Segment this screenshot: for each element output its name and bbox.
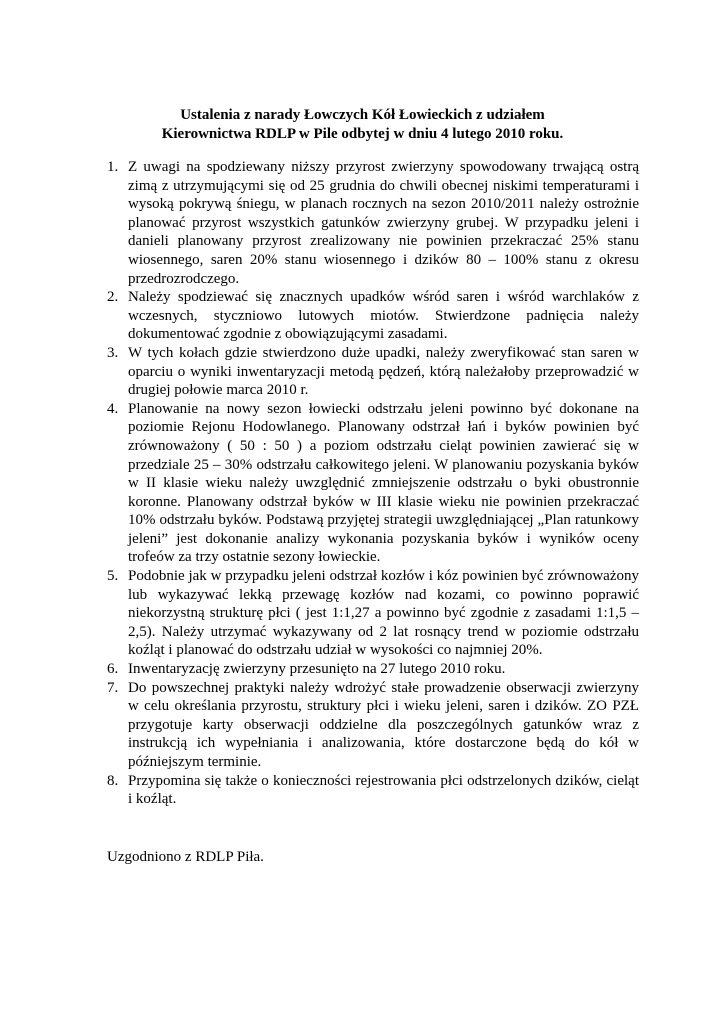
title-line-1: Ustalenia z narady Łowczych Kół Łowieckich z udziałem <box>180 107 545 123</box>
item-text: Przypomina się także o konieczności rejestrowania płci odstrzelonych dzików, cieląt i koźląt. <box>128 772 639 808</box>
list-item-1 <box>107 158 639 288</box>
item-number: 8. <box>107 772 119 789</box>
item-text: Należy spodziewać się znacznych upadków wśród saren i wśród warchlaków z wczesnych, styczniowo lutowych miotów. Stwierdzone padnięcia należy dokumentować zgodnie z obowiązującymi zasadami. <box>128 289 639 343</box>
title-line-2: Kierownictwa RDLP w Pile odbytej w dniu 4 lutego 2010 roku. <box>161 126 564 142</box>
numbered-list <box>107 158 639 809</box>
list-item-8 <box>107 772 639 809</box>
list-item-2 <box>107 288 639 344</box>
item-text: Do powszechnej praktyki należy wdrożyć stałe prowadzenie obserwacji zwierzyny w celu określania przyrostu, struktury płci i wieku jeleni, saren i dzików. ZO PZŁ przygotuje karty obserwacji oddzielne dla poszczególnych gatunków wraz z instrukcją ich wypełniania i analizowania, które dostarczone będą do kół w późniejszym terminie. <box>128 679 639 770</box>
item-number: 1. <box>107 159 119 175</box>
list-item-3 <box>107 344 639 400</box>
item-number: 3. <box>107 344 119 361</box>
item-text: Z uwagi na spodziewany niższy przyrost zwierzyny spowodowany trwającą ostrą zimą z utrzymującymi się od 25 grudnia do chwili obecnej niskimi temperaturami i wysoką pokrywą śniegu, w planach rocznych na sezon 2010/2011 należy ostrożnie planować przyrost wszystkich gatunków zwierzyny grubej. W przypadku jeleni i danieli planowany przyrost zrealizowany nie powinien przekraczać 25% stanu wiosennego, saren 20% stanu wiosennego i dzików 80 – 100% stanu z okresu przedrozrodczego. <box>128 159 639 287</box>
item-number: 7. <box>107 679 119 696</box>
item-number: 5. <box>107 568 119 585</box>
item-text: W tych kołach gdzie stwierdzono duże upadki, należy zweryfikować stan saren w oparciu o wyniki inwentaryzacji metodą pędzeń, którą należałoby przeprowadzić w drugiej połowie marca 2010 r. <box>128 344 639 399</box>
item-number: 4. <box>107 400 119 417</box>
item-text: Inwentaryzację zwierzyny przesunięto na 27 lutego 2010 roku. <box>128 661 506 678</box>
document-title <box>0 106 725 144</box>
list-item-5 <box>107 567 639 660</box>
footer-note: Uzgodniono z RDLP Piła. <box>107 849 264 865</box>
item-text: Planowanie na nowy sezon łowiecki odstrzału jeleni powinno być dokonane na poziomie Rejonu Hodowlanego. Planowany odstrzał łań i byków powinien być zrównoważony ( 50 : 50 ) a poziom odstrzału cieląt powinien zawierać się w przedziale 25 – 30% odstrzału całkowitego jeleni. W planowaniu pozyskania byków w II klasie wieku należy uwzględnić zmniejszenie odstrzału o byki obustronnie koronne. Planowany odstrzał byków w III klasie wieku nie powinien przekraczać 10% odstrzału byków. Podstawą przyjętej strategii uwzględniającej „Plan ratunkowy jeleni” jest dokonanie analizy wykonania pozyskania byków i wyników oceny trofeów za trzy ostatnie sezony łowieckie. <box>128 400 639 566</box>
list-item-7 <box>107 679 639 772</box>
item-number: 6. <box>107 661 119 678</box>
list-item-6 <box>107 660 639 679</box>
item-number: 2. <box>107 289 119 306</box>
list-item-4 <box>107 400 639 567</box>
item-text: Podobnie jak w przypadku jeleni odstrzał kozłów i kóz powinien być zrównoważony lub wykazywać lekką przewagę kozłów nad kozami, co powinno poprawić niekorzystną strukturę płci ( jest 1:1,27 a powinno być zgodnie z zasadami 1:1,5 – 2,5). Należy utrzymać wykazywany od 2 lat rosnący trend w poziomie odstrzału koźląt i planować do odstrzału udział w wysokości co najmniej 20%. <box>128 568 639 659</box>
